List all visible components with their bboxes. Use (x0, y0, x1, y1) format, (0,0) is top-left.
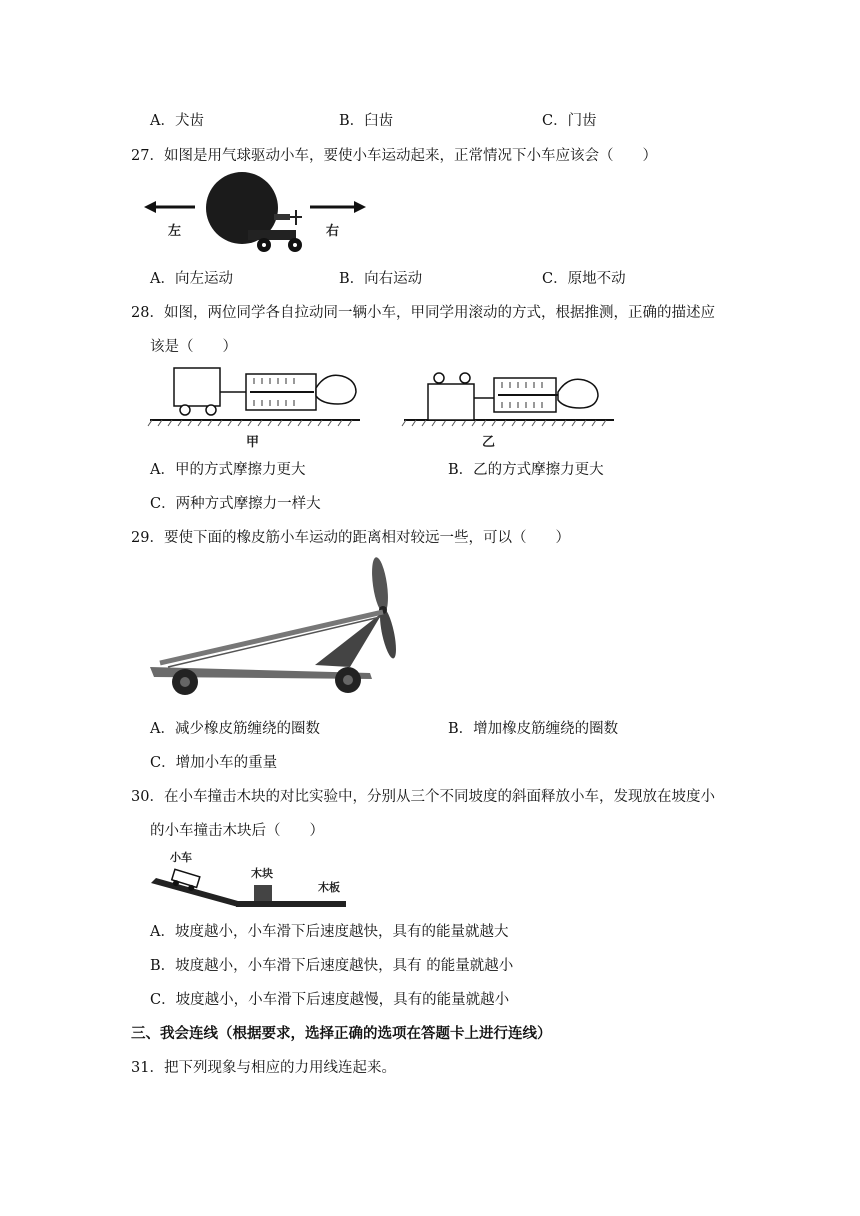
q28-stem-line1: 28．如图，两位同学各自拉动同一辆小车，甲同学用滚动的方式，根据推测，正确的描述应 (131, 305, 715, 321)
option-b: B．臼齿 (339, 113, 394, 129)
cart (174, 368, 220, 406)
label-left: 左 (168, 224, 182, 239)
option-a: A．犬齿 (150, 113, 204, 129)
board (236, 901, 346, 907)
q30-stem-line1: 30．在小车撞击木块的对比实验中，分别从三个不同坡度的斜面释放小车，发现放在坡度小 (131, 789, 715, 805)
section-title: 三、我会连线（根据要求，选择正确的选项在答题卡上进行连线） (131, 1026, 552, 1042)
q30-ramp-figure (148, 845, 353, 915)
label-right: 右 (326, 224, 340, 239)
q27-stem: 27．如图是用气球驱动小车，要使小车运动起来，正常情况下小车应该会（ ） (131, 148, 657, 164)
option-b: B．坡度越小，小车滑下后速度越快，具有 的能量就越小 (150, 958, 514, 974)
q28-pulling-figure-yi (402, 362, 617, 452)
label-board: 木板 (318, 881, 340, 894)
cart-flipped (428, 384, 474, 420)
propeller-blade-top (369, 556, 391, 613)
car-body (248, 230, 296, 240)
q28-stem-line2: 该是（ ） (150, 339, 237, 355)
option-c: C．两种方式摩擦力一样大 (150, 496, 321, 512)
wood-block (254, 885, 272, 901)
option-c: C．原地不动 (542, 271, 626, 287)
option-a: A．向左运动 (150, 271, 233, 287)
option-b: B．增加橡皮筋缠绕的圈数 (448, 721, 619, 737)
q28-pulling-figure-jia (148, 362, 363, 452)
option-c: C．门齿 (542, 113, 597, 129)
q29-stem: 29．要使下面的橡皮筋小车运动的距离相对较远一些，可以（ ） (131, 530, 570, 546)
hand (316, 375, 356, 404)
label-yi: 乙 (482, 435, 496, 450)
option-a: A．坡度越小，小车滑下后速度越快，具有的能量就越大 (150, 924, 509, 940)
option-b: B．乙的方式摩擦力更大 (448, 462, 604, 478)
option-b: B．向右运动 (339, 271, 423, 287)
option-a: A．甲的方式摩擦力更大 (150, 462, 306, 478)
label-car: 小车 (170, 851, 192, 864)
option-c: C．坡度越小，小车滑下后速度越慢，具有的能量就越小 (150, 992, 510, 1008)
q31-stem: 31．把下列现象与相应的力用线连起来。 (131, 1060, 396, 1076)
label-jia: 甲 (246, 435, 260, 450)
option-a: A．减少橡皮筋缠绕的圈数 (150, 721, 320, 737)
option-c: C．增加小车的重量 (150, 755, 278, 771)
hand (558, 379, 598, 408)
q29-rubber-band-car-figure (140, 555, 410, 700)
q27-balloon-car-figure (140, 170, 380, 265)
q30-stem-line2: 的小车撞击木块后（ ） (150, 823, 324, 839)
label-block: 木块 (251, 867, 273, 880)
